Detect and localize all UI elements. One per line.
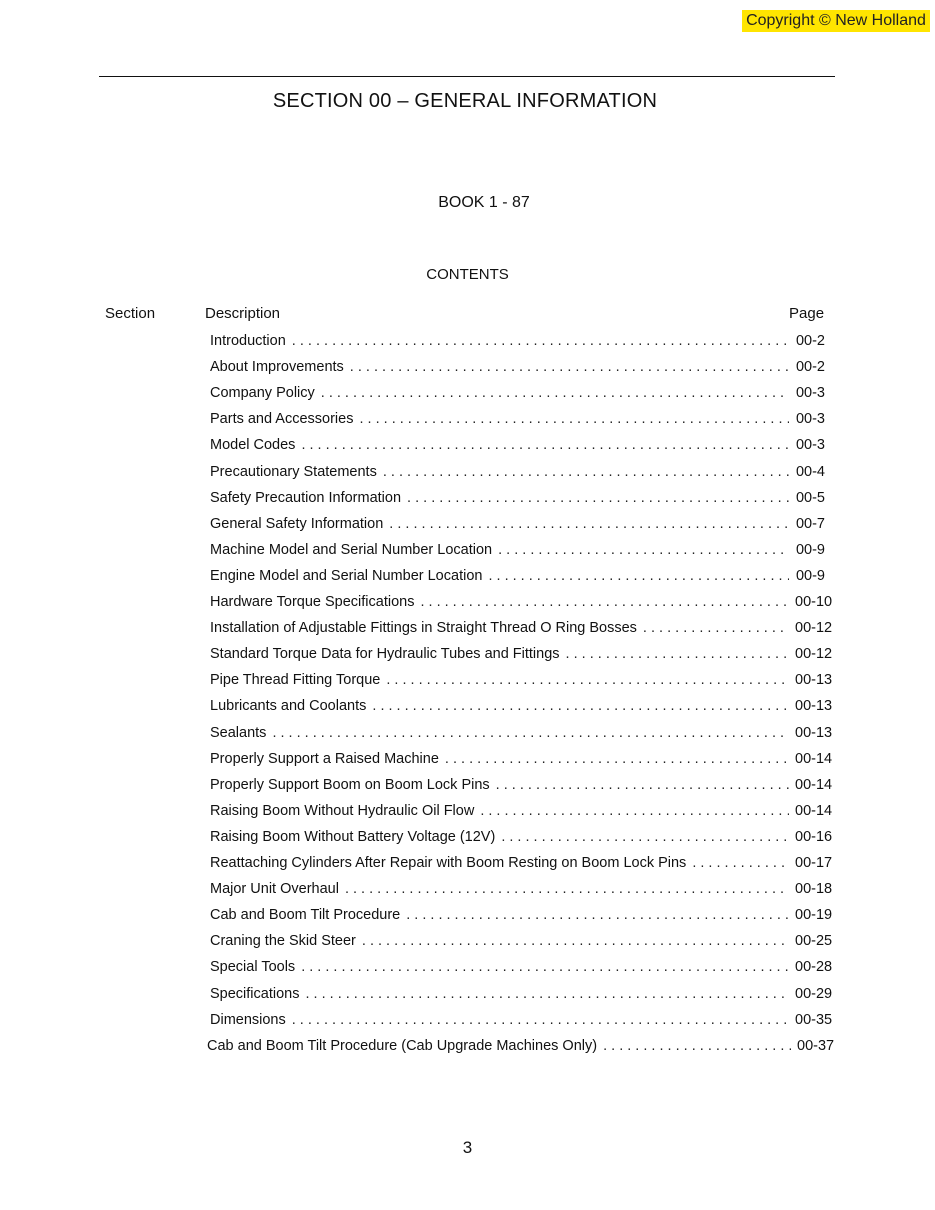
toc-entry-title: Properly Support a Raised Machine (210, 750, 439, 767)
toc-entry-page: 00-4 (795, 463, 825, 480)
toc-entry (210, 775, 833, 795)
dot-leader (383, 462, 789, 482)
toc-entry-title: Parts and Accessories (210, 411, 354, 428)
toc-entry-page: 00-19 (795, 907, 833, 924)
toc-entry-page: 00-35 (795, 1011, 833, 1028)
toc-entry (210, 357, 825, 377)
toc-entry (210, 827, 833, 847)
dot-leader (301, 435, 789, 455)
dot-leader (362, 931, 789, 951)
toc-entry (210, 670, 833, 690)
toc-entry-title: Craning the Skid Steer (210, 933, 356, 950)
toc-entry-page: 00-12 (795, 620, 833, 637)
dot-leader (372, 696, 789, 716)
toc-entry-title: Cab and Boom Tilt Procedure (Cab Upgrade Machines Only) (207, 1037, 598, 1054)
toc-entry-title: Raising Boom Without Battery Voltage (12V) (210, 828, 496, 845)
dot-leader (420, 592, 789, 612)
toc-entry-page: 00-37 (797, 1037, 835, 1054)
toc-entry-title: General Safety Information (210, 515, 384, 532)
toc-entry-page: 00-17 (795, 855, 833, 871)
toc-entry-page: 00-14 (795, 802, 833, 819)
dot-leader (345, 879, 789, 899)
toc-entry (210, 853, 833, 873)
toc-entry-title: Raising Boom Without Hydraulic Oil Flow (210, 802, 475, 819)
dot-leader (445, 749, 789, 769)
dot-leader (488, 566, 789, 586)
toc-entry-title: Engine Model and Serial Number Location (210, 567, 483, 584)
toc-entry (210, 592, 833, 612)
toc-entry-title: About Improvements (210, 359, 344, 376)
toc-entry-title: Cab and Boom Tilt Procedure (210, 907, 401, 924)
toc-entry-title: Reattaching Cylinders After Repair with Boom Resting on Boom Lock Pins (210, 855, 687, 871)
toc-entry-title: Installation of Adjustable Fittings in Straight Thread O Ring Bosses (210, 620, 637, 637)
dot-leader (603, 1036, 791, 1056)
toc-entry-page: 00-25 (795, 933, 833, 950)
page-number: 3 (462, 1138, 473, 1157)
toc-entry (210, 566, 825, 586)
toc-entry-page: 00-7 (795, 515, 825, 532)
dot-leader (350, 357, 789, 377)
toc-entry-page: 00-12 (795, 646, 833, 663)
toc-entry-page: 00-18 (795, 881, 833, 898)
dot-leader (321, 383, 789, 403)
toc-entry-page: 00-28 (795, 959, 833, 976)
toc-entry-title: Model Codes (210, 437, 296, 454)
toc-entry-page: 00-9 (795, 567, 825, 584)
toc-entry (210, 1010, 833, 1030)
toc-entry-title: Pipe Thread Fitting Torque (210, 672, 381, 689)
dot-leader (292, 331, 789, 351)
toc-entry-page: 00-5 (795, 489, 825, 506)
toc-entry-page: 00-13 (795, 672, 833, 689)
dot-leader (692, 853, 789, 873)
toc-entry (210, 984, 833, 1004)
dot-leader (292, 1010, 789, 1030)
toc-entry (210, 409, 825, 429)
toc-entry (210, 723, 833, 743)
toc-entry (210, 879, 833, 899)
toc-entry-title: Machine Model and Serial Number Location (210, 541, 493, 558)
toc-entry-page: 00-2 (795, 333, 825, 349)
toc-entry (210, 696, 833, 716)
dot-leader (272, 723, 789, 743)
dot-leader (406, 905, 789, 925)
toc-entry-title: Hardware Torque Specifications (210, 594, 415, 610)
dot-leader (643, 618, 789, 638)
toc-entry-title: Standard Torque Data for Hydraulic Tubes and Fittings (210, 646, 560, 663)
toc-entry-page: 00-3 (795, 385, 825, 402)
toc-entry (210, 462, 825, 482)
dot-leader (480, 801, 789, 821)
dot-leader (386, 670, 789, 690)
copyright-badge: Copyright © New Holland (742, 10, 930, 32)
contents-heading: CONTENTS (426, 266, 509, 283)
toc-entry-title: Precautionary Statements (210, 463, 377, 480)
toc-entry-page: 00-14 (795, 776, 833, 793)
toc-entry (207, 1036, 835, 1056)
toc-entry-title: Company Policy (210, 385, 315, 402)
toc-entry-title: Specifications (210, 985, 300, 1002)
book-label: BOOK 1 - 87 (438, 194, 530, 211)
toc-entry (210, 931, 833, 951)
toc-entry-page: 00-16 (795, 828, 833, 845)
toc-entry (210, 383, 825, 403)
toc-entry-title: Special Tools (210, 959, 296, 976)
dot-leader (407, 488, 789, 508)
toc-entry (210, 905, 833, 925)
toc-entry-title: Introduction (210, 333, 286, 349)
dot-leader (501, 827, 789, 847)
toc-entry (210, 488, 825, 508)
dot-leader (301, 957, 789, 977)
dot-leader (496, 775, 789, 795)
toc-entry-page: 00-2 (795, 359, 825, 376)
toc-entry-title: Major Unit Overhaul (210, 881, 339, 898)
toc-entry-page: 00-14 (795, 750, 833, 767)
dot-leader (566, 644, 789, 664)
toc-entry (210, 618, 833, 638)
toc-entry (210, 644, 833, 664)
toc-entry-title: Dimensions (210, 1011, 286, 1028)
dot-leader (498, 540, 789, 560)
dot-leader (305, 984, 789, 1004)
toc-entry-title: Properly Support Boom on Boom Lock Pins (210, 776, 490, 793)
toc-entry (210, 749, 833, 769)
toc-entry-page: 00-3 (795, 437, 825, 454)
toc-entry (210, 957, 833, 977)
top-rule (99, 76, 835, 77)
toc-entry-page: 00-9 (795, 541, 825, 558)
toc-entry (210, 801, 833, 821)
section-title: SECTION 00 – GENERAL INFORMATION (272, 90, 658, 112)
dot-leader (389, 514, 789, 534)
toc-entry (210, 435, 825, 455)
toc-entry-page: 00-29 (795, 985, 833, 1002)
column-header-page: Page (789, 305, 825, 322)
toc-entry-page: 00-3 (795, 411, 825, 428)
toc-entry-page: 00-10 (795, 594, 833, 610)
toc-entry (210, 331, 825, 351)
toc-entry-title: Sealants (210, 724, 267, 741)
dot-leader (359, 409, 789, 429)
column-header-section: Section (105, 305, 156, 322)
toc-entry-title: Safety Precaution Information (210, 489, 402, 506)
toc-entry (210, 514, 825, 534)
column-header-description: Description (205, 305, 281, 322)
toc-entry (210, 540, 825, 560)
toc-entry-page: 00-13 (795, 724, 833, 741)
toc-entry-title: Lubricants and Coolants (210, 698, 367, 715)
toc-entry-page: 00-13 (795, 698, 833, 715)
